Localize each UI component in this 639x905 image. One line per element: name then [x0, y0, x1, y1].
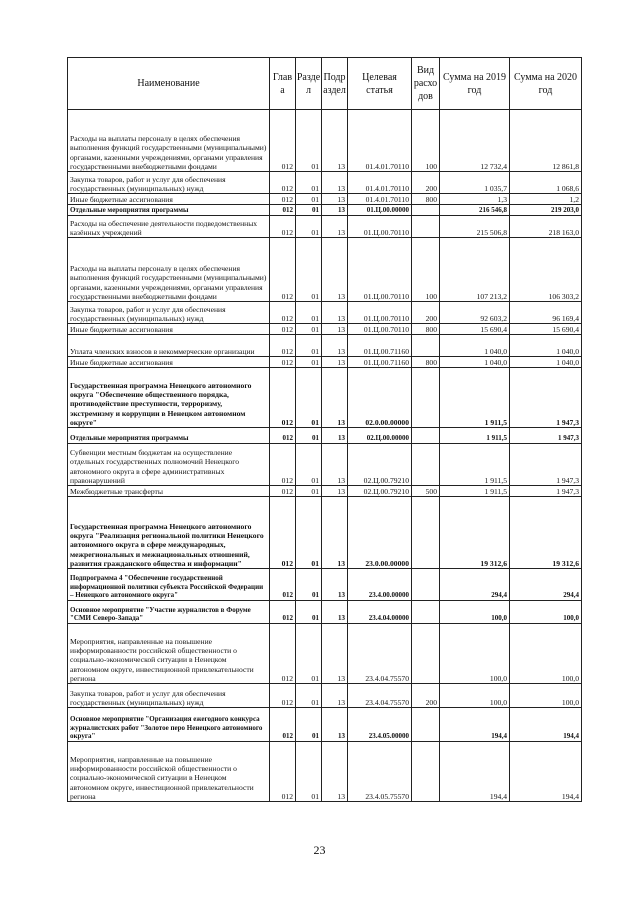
- row-section: 01: [296, 497, 322, 569]
- row-target-article: 01.Ц.00.70110: [348, 216, 412, 238]
- row-target-article: 23.4.04.75570: [348, 624, 412, 684]
- table-row: [68, 708, 582, 742]
- table-row: [68, 357, 582, 368]
- table-row: [68, 486, 582, 497]
- budget-table-sheet: [67, 57, 581, 802]
- row-name: Расходы на выплаты персоналу в целях обеспечения выполнения функций государственными (муниципальными) органами, казенными учреждениями, органами управления государственными внебюджетными фондами: [68, 238, 270, 302]
- row-sum-2019: 194,4: [440, 708, 510, 742]
- row-chapter: 012: [270, 216, 296, 238]
- row-target-article: 23.4.04.00000: [348, 601, 412, 624]
- row-sum-2020: 1 947,3: [510, 428, 582, 444]
- row-sum-2019: 194,4: [440, 742, 510, 802]
- row-name: Уплата членских взносов в некоммерческие организации: [68, 335, 270, 357]
- row-expense-type: [412, 742, 440, 802]
- table-row: [68, 335, 582, 357]
- row-target-article: 23.4.05.00000: [348, 708, 412, 742]
- row-section: 01: [296, 172, 322, 194]
- row-name: Мероприятия, направленные на повышение информированности российской общественности о социально-экономической ситуации в Ненецком автономном округе, инвестиционной привлекательности региона: [68, 742, 270, 802]
- row-name: Закупка товаров, работ и услуг для обеспечения государственных (муниципальных) нужд: [68, 684, 270, 708]
- header-name: Наименование: [68, 58, 270, 110]
- row-name: Межбюджетные трансферты: [68, 486, 270, 497]
- row-chapter: 012: [270, 324, 296, 335]
- row-sum-2019: 216 546,8: [440, 205, 510, 216]
- table-row: [68, 110, 582, 172]
- row-expense-type: [412, 368, 440, 428]
- row-sum-2020: 100,0: [510, 601, 582, 624]
- row-name: Расходы на выплаты персоналу в целях обеспечения выполнения функций государственными (муниципальными) органами, казенными учреждениями, органами управления государственными внебюджетными фондами: [68, 110, 270, 172]
- row-expense-type: [412, 624, 440, 684]
- row-name: Иные бюджетные ассигнования: [68, 357, 270, 368]
- table-row: [68, 601, 582, 624]
- row-subsection: 13: [322, 601, 348, 624]
- table-row: [68, 205, 582, 216]
- row-section: 01: [296, 486, 322, 497]
- table-row: [68, 238, 582, 302]
- table-header-row: [68, 58, 582, 110]
- row-section: 01: [296, 624, 322, 684]
- row-subsection: 13: [322, 444, 348, 486]
- row-name: Расходы на обеспечение деятельности подведомственных казённых учреждений: [68, 216, 270, 238]
- row-target-article: 01.4.01.70110: [348, 194, 412, 205]
- row-section: 01: [296, 216, 322, 238]
- row-section: 01: [296, 194, 322, 205]
- row-section: 01: [296, 569, 322, 601]
- row-sum-2020: 1 068,6: [510, 172, 582, 194]
- row-name: Закупка товаров, работ и услуг для обеспечения государственных (муниципальных) нужд: [68, 302, 270, 324]
- row-name: Субвенции местным бюджетам на осуществление отдельных государственных полномочий Ненецкого автономного округа в сфере административных правонарушений: [68, 444, 270, 486]
- row-subsection: 13: [322, 194, 348, 205]
- row-subsection: 13: [322, 335, 348, 357]
- table-row: [68, 302, 582, 324]
- table-row: [68, 172, 582, 194]
- row-target-article: 01.Ц.00.00000: [348, 205, 412, 216]
- row-expense-type: [412, 497, 440, 569]
- row-sum-2020: 1 040,0: [510, 335, 582, 357]
- row-subsection: 13: [322, 205, 348, 216]
- row-subsection: 13: [322, 428, 348, 444]
- page-number: 23: [313, 843, 326, 857]
- table-row: [68, 194, 582, 205]
- row-chapter: 012: [270, 708, 296, 742]
- row-chapter: 012: [270, 302, 296, 324]
- row-subsection: 13: [322, 569, 348, 601]
- row-sum-2019: 100,0: [440, 601, 510, 624]
- row-subsection: 13: [322, 684, 348, 708]
- row-sum-2020: 1 040,0: [510, 357, 582, 368]
- row-sum-2020: 219 203,0: [510, 205, 582, 216]
- row-sum-2020: 100,0: [510, 684, 582, 708]
- row-name: Основное мероприятие "Участие журналистов в Форуме "СМИ Северо-Запада": [68, 601, 270, 624]
- row-section: 01: [296, 742, 322, 802]
- table-row: [68, 624, 582, 684]
- row-target-article: 02.0.00.00000: [348, 368, 412, 428]
- row-target-article: 01.Ц.00.71160: [348, 357, 412, 368]
- row-chapter: 012: [270, 335, 296, 357]
- row-subsection: 13: [322, 368, 348, 428]
- row-expense-type: [412, 428, 440, 444]
- row-sum-2020: 1 947,3: [510, 368, 582, 428]
- row-chapter: 012: [270, 742, 296, 802]
- row-sum-2019: 107 213,2: [440, 238, 510, 302]
- row-section: 01: [296, 444, 322, 486]
- row-chapter: 012: [270, 368, 296, 428]
- row-chapter: 012: [270, 569, 296, 601]
- row-subsection: 13: [322, 357, 348, 368]
- row-expense-type: 200: [412, 172, 440, 194]
- row-name: Основное мероприятие "Организация ежегодного конкурса журналистских работ "Золотое перо Ненецкого автономного округа": [68, 708, 270, 742]
- row-sum-2019: 294,4: [440, 569, 510, 601]
- header-sum-2020: Сумма на 2020 год: [510, 58, 582, 110]
- row-target-article: 01.4.01.70110: [348, 110, 412, 172]
- row-chapter: 012: [270, 194, 296, 205]
- row-subsection: 13: [322, 708, 348, 742]
- row-name: Мероприятия, направленные на повышение информированности российской общественности о социально-экономической ситуации в Ненецком автономном округе, инвестиционной привлекательности региона: [68, 624, 270, 684]
- row-sum-2019: 100,0: [440, 684, 510, 708]
- row-name: Иные бюджетные ассигнования: [68, 194, 270, 205]
- row-target-article: 23.4.05.75570: [348, 742, 412, 802]
- table-row: [68, 684, 582, 708]
- row-expense-type: 500: [412, 486, 440, 497]
- table-row: [68, 368, 582, 428]
- row-subsection: 13: [322, 238, 348, 302]
- row-name: Иные бюджетные ассигнования: [68, 324, 270, 335]
- table-row: [68, 569, 582, 601]
- row-sum-2019: 1 911,5: [440, 486, 510, 497]
- row-sum-2019: 15 690,4: [440, 324, 510, 335]
- row-sum-2019: 1 911,5: [440, 428, 510, 444]
- row-target-article: 01.Ц.00.70110: [348, 238, 412, 302]
- row-expense-type: [412, 335, 440, 357]
- row-name: Подпрограмма 4 "Обеспечение государственной информационной политики субъекта Российской Федерации – Ненецкого автономного округа": [68, 569, 270, 601]
- row-sum-2019: 12 732,4: [440, 110, 510, 172]
- row-subsection: 13: [322, 302, 348, 324]
- row-subsection: 13: [322, 624, 348, 684]
- table-row: [68, 497, 582, 569]
- row-sum-2020: 96 169,4: [510, 302, 582, 324]
- row-section: 01: [296, 324, 322, 335]
- row-section: 01: [296, 357, 322, 368]
- row-target-article: 02.Ц.00.79210: [348, 486, 412, 497]
- row-section: 01: [296, 684, 322, 708]
- row-sum-2020: 1 947,3: [510, 486, 582, 497]
- row-name: Государственная программа Ненецкого автономного округа "Обеспечение общественного порядка, противодействие преступности, терроризму, экстремизму и коррупции в Ненецком автономном округе": [68, 368, 270, 428]
- row-subsection: 13: [322, 742, 348, 802]
- row-chapter: 012: [270, 172, 296, 194]
- row-sum-2019: 100,0: [440, 624, 510, 684]
- row-name: Отдельные мероприятия программы: [68, 428, 270, 444]
- row-section: 01: [296, 238, 322, 302]
- row-sum-2019: 1,3: [440, 194, 510, 205]
- table-body: [68, 110, 582, 802]
- row-sum-2020: 1 947,3: [510, 444, 582, 486]
- row-expense-type: [412, 216, 440, 238]
- row-chapter: 012: [270, 205, 296, 216]
- row-expense-type: [412, 601, 440, 624]
- row-target-article: 02.Ц.00.00000: [348, 428, 412, 444]
- header-section: Разде л: [296, 58, 322, 110]
- row-sum-2020: 194,4: [510, 742, 582, 802]
- row-target-article: 23.4.04.75570: [348, 684, 412, 708]
- row-name: Закупка товаров, работ и услуг для обеспечения государственных (муниципальных) нужд: [68, 172, 270, 194]
- row-chapter: 012: [270, 497, 296, 569]
- row-expense-type: [412, 569, 440, 601]
- header-subsection: Подр аздел: [322, 58, 348, 110]
- row-sum-2019: 1 035,7: [440, 172, 510, 194]
- row-chapter: 012: [270, 444, 296, 486]
- row-expense-type: 800: [412, 324, 440, 335]
- row-sum-2020: 15 690,4: [510, 324, 582, 335]
- row-sum-2019: 1 911,5: [440, 444, 510, 486]
- row-subsection: 13: [322, 324, 348, 335]
- table-row: [68, 742, 582, 802]
- table-row: [68, 428, 582, 444]
- row-chapter: 012: [270, 238, 296, 302]
- row-sum-2020: 1,2: [510, 194, 582, 205]
- row-sum-2020: 294,4: [510, 569, 582, 601]
- header-expense-type: Вид расхо дов: [412, 58, 440, 110]
- row-sum-2019: 215 506,8: [440, 216, 510, 238]
- row-chapter: 012: [270, 428, 296, 444]
- row-expense-type: 200: [412, 302, 440, 324]
- row-expense-type: [412, 444, 440, 486]
- row-section: 01: [296, 368, 322, 428]
- row-name: Отдельные мероприятия программы: [68, 205, 270, 216]
- row-subsection: 13: [322, 110, 348, 172]
- row-chapter: 012: [270, 684, 296, 708]
- table-row: [68, 216, 582, 238]
- row-expense-type: 100: [412, 238, 440, 302]
- row-section: 01: [296, 335, 322, 357]
- row-subsection: 13: [322, 172, 348, 194]
- table-row: [68, 444, 582, 486]
- row-target-article: 02.Ц.00.79210: [348, 444, 412, 486]
- header-target-article: Целевая статья: [348, 58, 412, 110]
- row-sum-2019: 1 040,0: [440, 357, 510, 368]
- row-chapter: 012: [270, 486, 296, 497]
- row-subsection: 13: [322, 216, 348, 238]
- row-sum-2019: 1 911,5: [440, 368, 510, 428]
- row-chapter: 012: [270, 110, 296, 172]
- table-row: [68, 324, 582, 335]
- budget-table: [67, 57, 582, 802]
- row-target-article: 23.0.00.00000: [348, 497, 412, 569]
- row-chapter: 012: [270, 601, 296, 624]
- row-expense-type: [412, 205, 440, 216]
- row-target-article: 23.4.00.00000: [348, 569, 412, 601]
- row-expense-type: 100: [412, 110, 440, 172]
- row-target-article: 01.4.01.70110: [348, 172, 412, 194]
- row-sum-2019: 19 312,6: [440, 497, 510, 569]
- row-sum-2020: 106 303,2: [510, 238, 582, 302]
- header-chapter: Глав а: [270, 58, 296, 110]
- row-section: 01: [296, 110, 322, 172]
- row-sum-2020: 218 163,0: [510, 216, 582, 238]
- row-section: 01: [296, 302, 322, 324]
- row-section: 01: [296, 708, 322, 742]
- row-chapter: 012: [270, 624, 296, 684]
- row-sum-2020: 12 861,8: [510, 110, 582, 172]
- row-name: Государственная программа Ненецкого автономного округа "Реализация региональной политики Ненецкого автономного округа в сфере международных, межрегиональных и межнациональных отношений, развития гражданского общества и информации": [68, 497, 270, 569]
- row-subsection: 13: [322, 497, 348, 569]
- row-sum-2020: 194,4: [510, 708, 582, 742]
- row-sum-2020: 19 312,6: [510, 497, 582, 569]
- row-section: 01: [296, 428, 322, 444]
- row-section: 01: [296, 601, 322, 624]
- row-expense-type: 200: [412, 684, 440, 708]
- header-sum-2019: Сумма на 2019 год: [440, 58, 510, 110]
- row-sum-2019: 1 040,0: [440, 335, 510, 357]
- row-expense-type: 800: [412, 357, 440, 368]
- row-expense-type: 800: [412, 194, 440, 205]
- row-chapter: 012: [270, 357, 296, 368]
- row-target-article: 01.Ц.00.70110: [348, 324, 412, 335]
- row-target-article: 01.Ц.00.70110: [348, 302, 412, 324]
- row-target-article: 01.Ц.00.71160: [348, 335, 412, 357]
- row-section: 01: [296, 205, 322, 216]
- row-subsection: 13: [322, 486, 348, 497]
- row-expense-type: [412, 708, 440, 742]
- row-sum-2020: 100,0: [510, 624, 582, 684]
- row-sum-2019: 92 603,2: [440, 302, 510, 324]
